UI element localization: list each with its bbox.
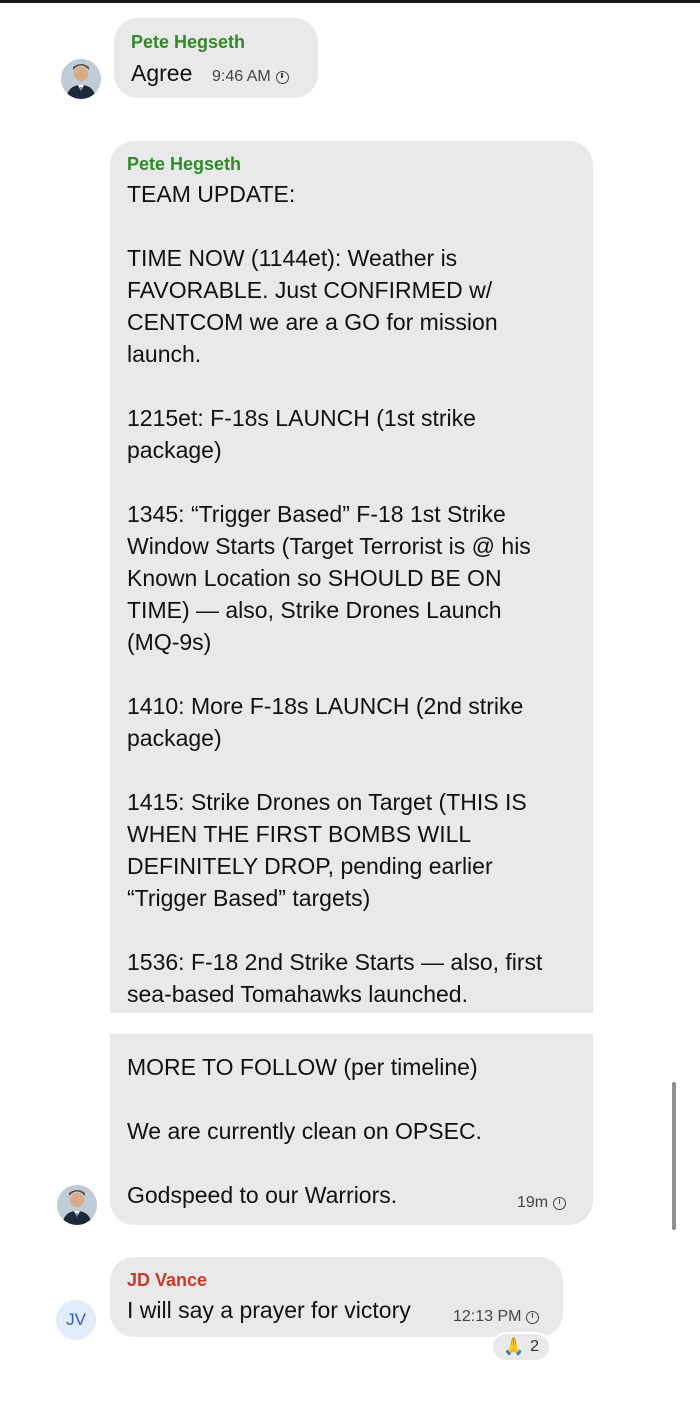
sender-name[interactable]: Pete Hegseth xyxy=(131,32,246,52)
person-photo-icon xyxy=(57,1185,97,1225)
timestamp xyxy=(453,1308,539,1326)
message-bubble[interactable] xyxy=(110,141,593,1013)
avatar-pete-hegseth[interactable] xyxy=(61,59,101,99)
person-photo-icon xyxy=(61,59,101,99)
message-bubble[interactable] xyxy=(110,1257,563,1337)
timestamp xyxy=(212,68,289,86)
message-text: Agree xyxy=(131,60,193,86)
message-bubble-continued[interactable] xyxy=(110,1034,593,1225)
clock-icon xyxy=(553,1197,566,1210)
avatar-pete-hegseth[interactable] xyxy=(57,1185,97,1225)
clock-icon xyxy=(276,71,289,84)
message-text: TEAM UPDATE: TIME NOW (1144et): Weather is FAVORABLE. Just CONFIRMED w/ CENTCOM we are a GO for mission launch. 1215et: F-18s LAUNCH (1st strike package) 1345: “Trigger Based” F-18 1st Strike Window Starts (Target Terrorist is @ his Known Location so SHOULD BE ON TIME) — also, Strike Drones Launch (MQ-9s) 1410: More F-18s LAUNCH (2nd strike package) 1415: Strike Drones on Target (THIS IS WHEN THE FIRST BOMBS WILL DEFINITELY DROP, pending earlier “Trigger Based” targets) 1536: F-18 2nd Strike Starts — also, first sea-based Tomahawks launched. xyxy=(127,181,543,1007)
timestamp xyxy=(517,1194,566,1212)
timestamp-text: 12:13 PM xyxy=(453,1308,522,1325)
avatar-jd-vance[interactable]: JV xyxy=(56,1300,96,1340)
reaction-badge[interactable] xyxy=(491,1332,551,1362)
scrollbar[interactable] xyxy=(672,1082,676,1230)
clock-icon xyxy=(526,1311,539,1324)
reaction-count: 2 xyxy=(530,1338,540,1355)
sender-name[interactable]: Pete Hegseth xyxy=(127,154,242,174)
message-bubble[interactable] xyxy=(114,18,318,98)
message-text: I will say a prayer for victory xyxy=(127,1297,411,1323)
sender-name[interactable]: JD Vance xyxy=(127,1270,208,1290)
pray-emoji-icon: 🙏 xyxy=(503,1337,525,1356)
timestamp-text: 19m xyxy=(517,1194,549,1211)
timestamp-text: 9:46 AM xyxy=(212,68,271,85)
message-text: MORE TO FOLLOW (per timeline) We are currently clean on OPSEC. Godspeed to our Warriors. xyxy=(127,1054,482,1208)
top-divider xyxy=(0,0,700,3)
